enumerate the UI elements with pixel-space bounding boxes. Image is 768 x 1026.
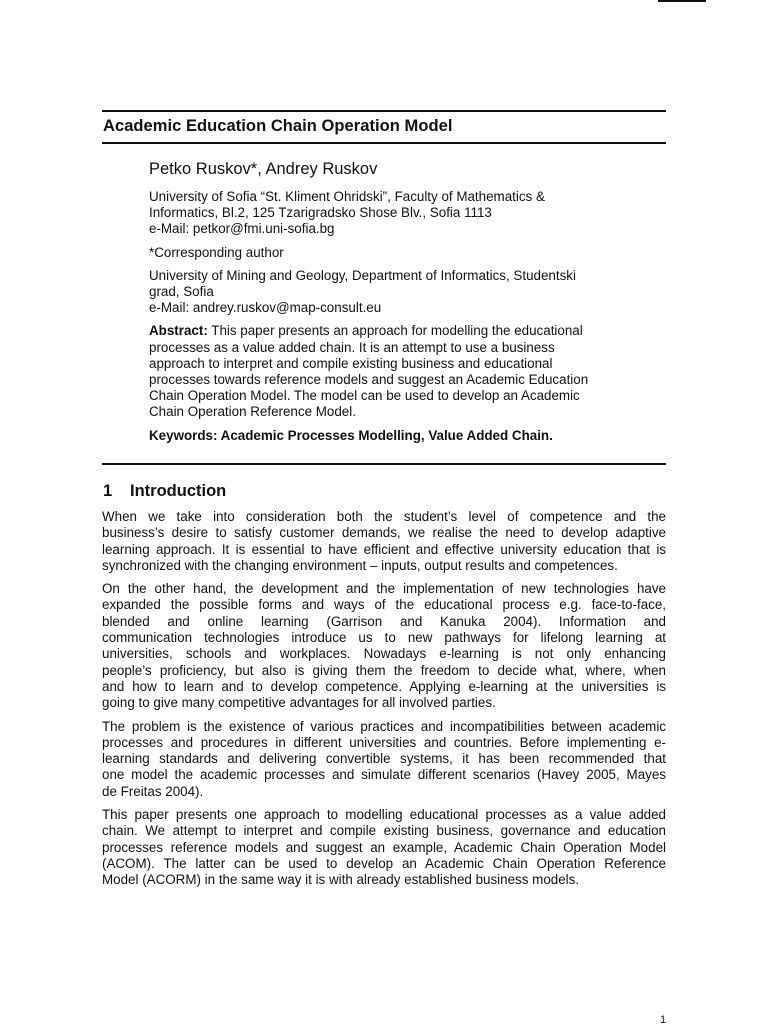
text-line: On the other hand, the development and the implementation of new technologies have (102, 581, 666, 597)
title-bottom-rule (102, 142, 666, 144)
paper-title: Academic Education Chain Operation Model (103, 117, 453, 135)
text-line: communication technologies introduce us to new pathways for lifelong learning at (102, 630, 666, 646)
text-line: synchronized with the changing environment – inputs, output results and competences. (102, 557, 618, 573)
title-top-rule (102, 110, 666, 112)
top-corner-mark (658, 0, 706, 2)
keywords: Keywords: Academic Processes Modelling, Value Added Chain. (149, 427, 553, 443)
paragraph (102, 807, 666, 888)
abstract-label: Abstract: (149, 323, 208, 339)
text-line: learning standards and delivering convertible systems, it has been recommended that (102, 751, 666, 767)
paragraph (102, 509, 666, 574)
email-line: e-Mail: petkor@fmi.uni-sofia.bg (149, 221, 335, 237)
paragraph (102, 581, 666, 711)
text-line: (ACOM). The latter can be used to develop an Academic Chain Operation Reference (102, 855, 666, 871)
text-line: people’s proficiency, but also is giving them the freedom to decide what, where, when (102, 662, 666, 678)
abstract-line: Chain Operation Model. The model can be used to develop an Academic (149, 388, 580, 404)
authors: Petko Ruskov*, Andrey Ruskov (149, 160, 378, 178)
text-line: processes and procedures in different universities and countries. Before implementing e- (102, 734, 666, 750)
abstract-line: processes towards reference models and suggest an Academic Education (149, 372, 589, 388)
abstract-bottom-rule (102, 463, 666, 465)
text-line: one model the academic processes and simulate different scenarios (Havey 2005, Mayes (102, 767, 666, 783)
page-number: 1 (660, 1014, 667, 1026)
section-title: Introduction (130, 482, 227, 500)
abstract-line: Chain Operation Reference Model. (149, 404, 356, 420)
section-heading (103, 482, 226, 501)
text-line: and how to learn and to develop competence. Applying e-learning at the universities is (102, 678, 666, 694)
abstract-text: This paper presents an approach for modelling the educational (207, 323, 583, 339)
affiliation-2 (149, 268, 629, 317)
affiliation-line: University of Mining and Geology, Department of Informatics, Studentski (149, 267, 576, 283)
abstract-line: processes as a value added chain. It is an attempt to use a business (149, 339, 555, 355)
abstract-line: approach to interpret and compile existing business and educational (149, 355, 553, 371)
text-line: expanded the possible forms and ways of the educational process e.g. face-to-face, (102, 597, 666, 613)
text-line: This paper presents one approach to modelling educational processes as a value added (102, 807, 666, 823)
text-line: learning approach. It is essential to have efficient and effective university education that is (102, 541, 666, 557)
text-line: The problem is the existence of various practices and incompatibilities between academic (102, 718, 666, 734)
text-line: When we take into consideration both the student’s level of competence and the (102, 509, 666, 524)
abstract-line (149, 323, 629, 339)
abstract (149, 323, 629, 420)
corresponding-author-note (149, 245, 629, 261)
text-line: Model (ACORM) in the same way it is with already established business models. (102, 872, 580, 888)
affiliation-1 (149, 189, 629, 238)
affiliation-line: grad, Sofia (149, 284, 214, 300)
paper-header-block (149, 160, 629, 443)
text-line: de Freitas 2004). (102, 783, 204, 799)
text-line: business’s desire to satisfy customer demands, we realise the need to develop adaptive (102, 525, 666, 541)
affiliation-line: University of Sofia “St. Kliment Ohridski”, Faculty of Mathematics & (149, 189, 545, 204)
text-line: chain. We attempt to interpret and compile existing business, governance and education (102, 823, 666, 839)
text-line: going to give many competitive advantages for all involved parties. (102, 695, 496, 711)
paragraph (102, 719, 666, 800)
section-number: 1 (103, 482, 113, 500)
body-text (102, 509, 666, 896)
affiliation-line: Informatics, Bl.2, 125 Tzarigradsko Shose Blv., Sofia 1113 (149, 205, 492, 221)
corresponding-text: *Corresponding author (149, 244, 284, 260)
text-line: processes reference models and suggest an example, Academic Chain Operation Model (102, 839, 666, 855)
text-line: blended and online learning (Garrison and Kanuka 2004). Information and (102, 613, 666, 629)
email-line: e-Mail: andrey.ruskov@map-consult.eu (149, 300, 382, 316)
text-line: universities, schools and workplaces. Nowadays e-learning is not only enhancing (102, 646, 666, 662)
